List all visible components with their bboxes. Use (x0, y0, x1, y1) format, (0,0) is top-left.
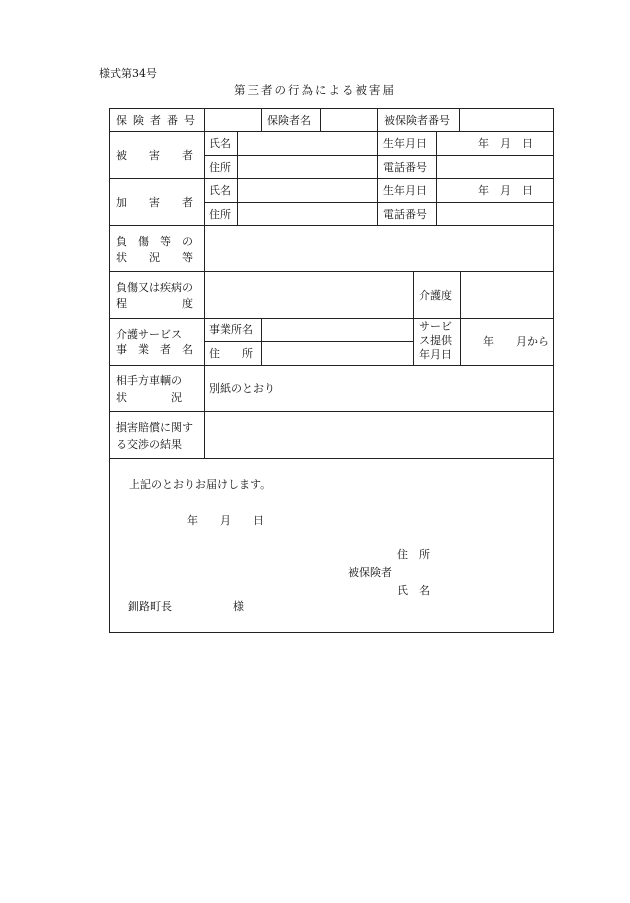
care-level-label: 介護度 (419, 289, 452, 302)
perpetrator-label: 加 害 者 (116, 196, 193, 209)
office-address-label: 住 所 (209, 347, 253, 360)
service-start-label-3: 年月日 (419, 348, 452, 361)
declaration-date-template: 年 月 日 (187, 514, 264, 527)
addressee: 釧路町長 (128, 600, 172, 613)
perpetrator-name-label: 氏名 (209, 184, 231, 197)
applicant-address-label: 住 所 (397, 548, 430, 561)
addressee-honorific: 様 (233, 600, 244, 613)
victim-label: 被 害 者 (116, 149, 193, 162)
perpetrator-birthdate-template: 年 月 日 (478, 184, 533, 197)
insured-number-label: 被保険者番号 (384, 114, 450, 127)
victim-birthdate-template: 年 月 日 (478, 137, 533, 150)
injury-degree-label-1: 負傷又は疾病の (116, 281, 193, 294)
victim-birthdate-label: 生年月日 (383, 137, 427, 150)
insurer-number-label: 保険者番号 (116, 114, 201, 127)
care-service-label-1: 介護サービス (116, 328, 182, 341)
vehicle-label-1: 相手方車輌の (116, 374, 182, 387)
service-start-label-1: サービ (419, 320, 452, 333)
victim-phone-label: 電話番号 (383, 161, 427, 174)
victim-name-label: 氏名 (209, 137, 231, 150)
service-start-label-2: ス提供 (419, 334, 452, 347)
service-start-value: 年 月から (483, 335, 549, 348)
perpetrator-phone-label: 電話番号 (383, 208, 427, 221)
applicant-name-label: 氏 名 (397, 584, 430, 597)
injury-status-label-1: 負 傷 等 の (116, 235, 193, 248)
form-number: 様式第34号 (99, 67, 157, 80)
care-service-label-2: 事 業 者 名 (116, 343, 193, 356)
victim-address-label: 住所 (209, 161, 231, 174)
vehicle-value: 別紙のとおり (209, 382, 275, 395)
negotiation-label-2: る交渉の結果 (116, 438, 182, 451)
declaration-text: 上記のとおりお届けします。 (129, 478, 272, 491)
perpetrator-address-label: 住所 (209, 208, 231, 221)
office-name-label: 事業所名 (209, 323, 253, 336)
perpetrator-birthdate-label: 生年月日 (383, 184, 427, 197)
negotiation-label-1: 損害賠償に関す (116, 421, 193, 434)
document-title: 第三者の行為による被害届 (234, 83, 396, 97)
insured-person-label: 被保険者 (348, 566, 392, 579)
injury-degree-label-2: 程 度 (116, 297, 193, 310)
vehicle-label-2: 状 況 (116, 391, 182, 404)
injury-status-label-2: 状 況 等 (116, 251, 193, 264)
insurer-name-label: 保険者名 (267, 114, 311, 127)
